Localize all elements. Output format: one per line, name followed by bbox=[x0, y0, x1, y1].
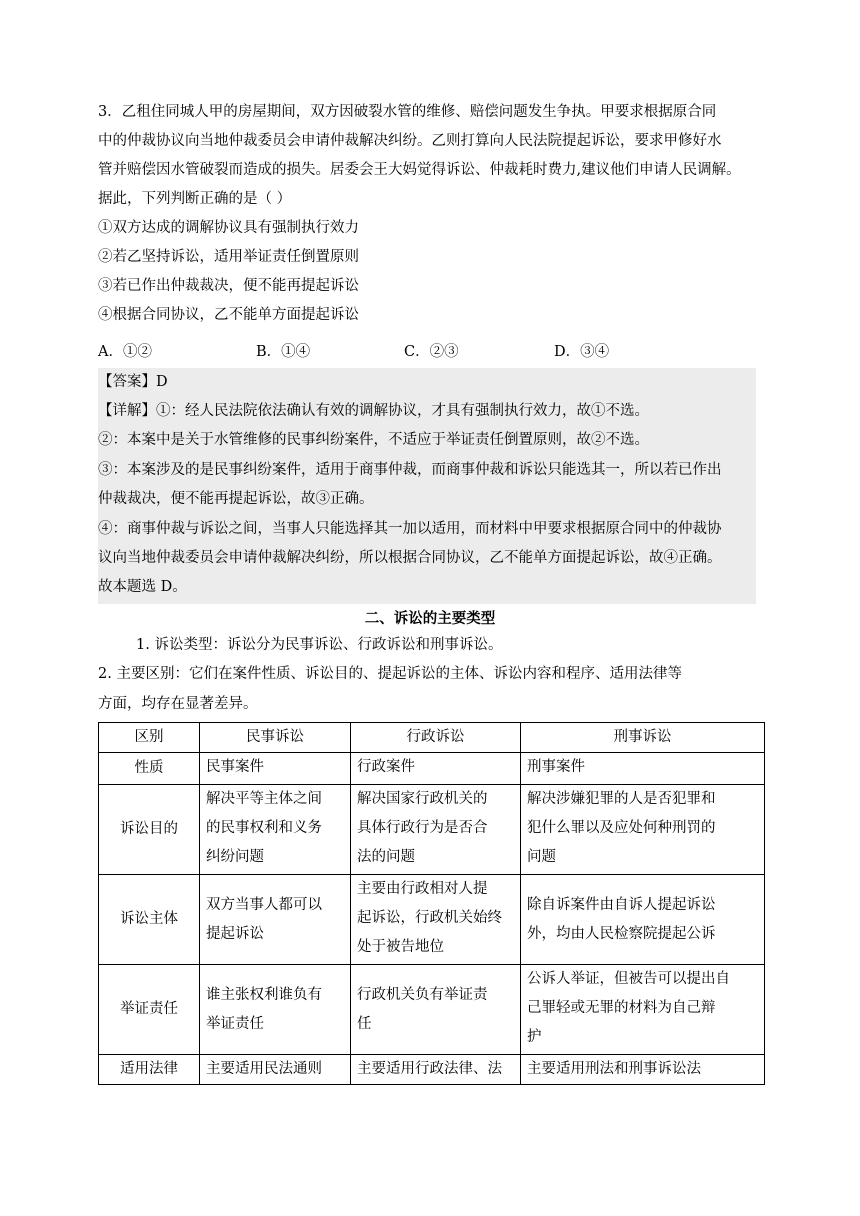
row-label: 举证责任 bbox=[99, 965, 200, 1055]
cell-line: 主要由行政相对人提 bbox=[357, 881, 488, 897]
table-header-cell: 区别 bbox=[99, 723, 200, 753]
statement-4: ④根据合同协议，乙不能单方面提起诉讼 bbox=[98, 307, 359, 323]
question-line: 中的仲裁协议向当地仲裁委员会申请仲裁解决纠纷。乙则打算向人民法院提起诉讼，要求甲修好水 bbox=[98, 133, 722, 149]
cell-line: 民事案件 bbox=[206, 759, 264, 775]
cell-line: 双方当事人都可以 bbox=[206, 896, 322, 913]
table-cell bbox=[521, 965, 765, 1055]
cell-line: 任 bbox=[357, 1015, 372, 1032]
question-line: 管并赔偿因水管破裂而造成的损失。居委会王大妈觉得诉讼、仲裁耗时费力,建议他们申请人民调解。 bbox=[98, 162, 741, 178]
table-row bbox=[99, 753, 765, 785]
cell-line: 处于被告地位 bbox=[357, 939, 444, 955]
option-b: B．①④ bbox=[256, 344, 311, 360]
table-cell bbox=[200, 1055, 351, 1085]
explanation-line: ②：本案中是关于水管维修的民事纠纷案件，不适应于举证责任倒置原则，故②不选。 bbox=[98, 432, 649, 448]
table-cell bbox=[351, 875, 521, 965]
question-line: 据此，下列判断正确的是（ ） bbox=[98, 191, 292, 207]
cell-line: 具体行政行为是否合 bbox=[357, 820, 488, 836]
table-cell bbox=[351, 965, 521, 1055]
cell-line: 问题 bbox=[527, 849, 556, 865]
table-cell bbox=[200, 785, 351, 875]
table-cell bbox=[200, 753, 351, 785]
table-cell bbox=[351, 785, 521, 875]
litigation-comparison-table bbox=[98, 722, 765, 1085]
cell-line: 解决国家行政机关的 bbox=[357, 791, 488, 807]
question-line: 3．乙租住同城人甲的房屋期间，双方因破裂水管的维修、赔偿问题发生争执。甲要求根据原合同 bbox=[98, 104, 717, 120]
cell-line: 除自诉案件由自诉人提起诉讼 bbox=[527, 896, 716, 913]
table-cell bbox=[351, 1055, 521, 1085]
cell-line: 提起诉讼 bbox=[206, 925, 264, 942]
explanation-line: 仲裁裁决，便不能再提起诉讼，故③正确。 bbox=[98, 491, 374, 507]
table-cell bbox=[200, 965, 351, 1055]
explanation-line: 【详解】①：经人民法院依法确认有效的调解协议，才具有强制执行效力，故①不选。 bbox=[98, 403, 649, 419]
statement-1: ①双方达成的调解协议具有强制执行效力 bbox=[98, 220, 359, 236]
cell-line: 主要适用行政法律、法 bbox=[357, 1061, 502, 1077]
cell-line: 己罪轻或无罪的材料为自己辩 bbox=[527, 1000, 716, 1016]
explanation-line: ④：商事仲裁与诉讼之间，当事人只能选择其一加以适用，而材料中甲要求根据原合同中的仲裁协 bbox=[98, 521, 722, 537]
table-row bbox=[99, 785, 765, 875]
row-label: 性质 bbox=[99, 753, 200, 785]
cell-line: 举证责任 bbox=[206, 1015, 264, 1032]
table-cell bbox=[521, 1055, 765, 1085]
table-header-cell: 民事诉讼 bbox=[200, 723, 351, 753]
cell-line: 解决涉嫌犯罪的人是否犯罪和 bbox=[527, 791, 716, 807]
table-cell bbox=[521, 753, 765, 785]
point-2-line: 方面，均存在显著差异。 bbox=[98, 696, 258, 712]
table-header-cell: 刑事诉讼 bbox=[521, 723, 765, 753]
cell-line: 犯什么罪以及应处何种刑罚的 bbox=[527, 820, 716, 836]
answer-label: 【答案】D bbox=[98, 374, 168, 390]
cell-line: 谁主张权利谁负有 bbox=[206, 986, 322, 1003]
table-cell bbox=[521, 785, 765, 875]
cell-line: 刑事案件 bbox=[527, 759, 585, 775]
explanation-line: 议向当地仲裁委员会申请仲裁解决纠纷，所以根据合同协议，乙不能单方面提起诉讼，故④正确。 bbox=[98, 550, 722, 566]
cell-line: 主要适用刑法和刑事诉讼法 bbox=[527, 1061, 701, 1077]
cell-line: 公诉人举证，但被告可以提出自 bbox=[527, 971, 730, 987]
cell-line: 的民事权利和义务 bbox=[206, 820, 322, 836]
point-1: 1. 诉讼类型：诉讼分为民事诉讼、行政诉讼和刑事诉讼。 bbox=[136, 637, 503, 653]
option-d: D．③④ bbox=[554, 344, 610, 360]
row-label: 诉讼主体 bbox=[99, 875, 200, 965]
statement-2: ②若乙坚持诉讼，适用举证责任倒置原则 bbox=[98, 249, 359, 265]
cell-line: 法的问题 bbox=[357, 849, 415, 865]
cell-line: 纠纷问题 bbox=[206, 849, 264, 865]
cell-line: 起诉讼，行政机关始终 bbox=[357, 910, 502, 926]
row-label: 诉讼目的 bbox=[99, 785, 200, 875]
option-a: A．①② bbox=[98, 344, 152, 360]
cell-line: 行政机关负有举证责 bbox=[357, 986, 488, 1003]
cell-line: 主要适用民法通则 bbox=[206, 1061, 322, 1077]
option-c: C．②③ bbox=[404, 344, 459, 360]
table-row bbox=[99, 1055, 765, 1085]
section-heading: 二、诉讼的主要类型 bbox=[364, 610, 496, 627]
statement-3: ③若已作出仲裁裁决，便不能再提起诉讼 bbox=[98, 278, 359, 294]
table-header-cell: 行政诉讼 bbox=[351, 723, 521, 753]
table-cell bbox=[200, 875, 351, 965]
table-row bbox=[99, 965, 765, 1055]
cell-line: 外，均由人民检察院提起公诉 bbox=[527, 925, 716, 942]
table-cell bbox=[351, 753, 521, 785]
explanation-line: ③：本案涉及的是民事纠纷案件，适用于商事仲裁，而商事仲裁和诉讼只能选其一，所以若已作出 bbox=[98, 462, 722, 478]
answer-options bbox=[98, 338, 760, 367]
row-label: 适用法律 bbox=[99, 1055, 200, 1085]
cell-line: 护 bbox=[527, 1029, 542, 1045]
table-cell bbox=[521, 875, 765, 965]
answer-explanation-box bbox=[98, 368, 756, 604]
point-2-line: 2. 主要区别：它们在案件性质、诉讼目的、提起诉讼的主体、诉讼内容和程序、适用法律等 bbox=[98, 666, 682, 682]
table-header-row bbox=[99, 723, 765, 753]
explanation-line: 故本题选 D。 bbox=[98, 579, 187, 595]
cell-line: 解决平等主体之间 bbox=[206, 791, 322, 807]
table-row bbox=[99, 875, 765, 965]
question-stem bbox=[98, 98, 760, 330]
cell-line: 行政案件 bbox=[357, 759, 415, 775]
